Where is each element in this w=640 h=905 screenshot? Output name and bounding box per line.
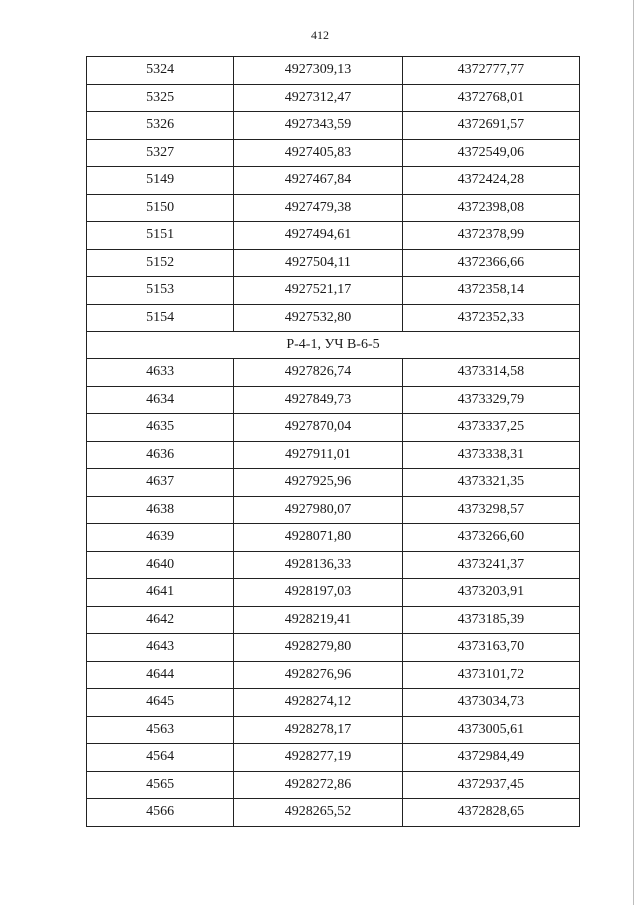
point-number-cell: 5154	[87, 304, 234, 332]
point-number-cell: 4634	[87, 386, 234, 414]
point-number-cell: 4639	[87, 524, 234, 552]
y-coordinate-cell: 4372366,66	[402, 249, 579, 277]
coordinates-table-body	[87, 57, 580, 827]
x-coordinate-cell: 4928278,17	[234, 716, 402, 744]
table-row	[87, 689, 580, 717]
y-coordinate-cell: 4373034,73	[402, 689, 579, 717]
table-row	[87, 222, 580, 250]
table-row	[87, 469, 580, 497]
table-row	[87, 771, 580, 799]
coordinates-table	[86, 56, 580, 827]
y-coordinate-cell: 4372937,45	[402, 771, 579, 799]
table-row	[87, 551, 580, 579]
point-number-cell: 4635	[87, 414, 234, 442]
x-coordinate-cell: 4928272,86	[234, 771, 402, 799]
y-coordinate-cell: 4372984,49	[402, 744, 579, 772]
y-coordinate-cell: 4372352,33	[402, 304, 579, 332]
point-number-cell: 4637	[87, 469, 234, 497]
point-number-cell: 4636	[87, 441, 234, 469]
table-row	[87, 634, 580, 662]
point-number-cell: 4633	[87, 359, 234, 387]
x-coordinate-cell: 4927911,01	[234, 441, 402, 469]
scan-edge-line	[633, 0, 634, 905]
point-number-cell: 4644	[87, 661, 234, 689]
x-coordinate-cell: 4927532,80	[234, 304, 402, 332]
y-coordinate-cell: 4373005,61	[402, 716, 579, 744]
x-coordinate-cell: 4927521,17	[234, 277, 402, 305]
y-coordinate-cell: 4373329,79	[402, 386, 579, 414]
point-number-cell: 5149	[87, 167, 234, 195]
section-title: Р-4-1, УЧ В-6-5	[87, 332, 580, 359]
x-coordinate-cell: 4927405,83	[234, 139, 402, 167]
point-number-cell: 4640	[87, 551, 234, 579]
x-coordinate-cell: 4927504,11	[234, 249, 402, 277]
x-coordinate-cell: 4927312,47	[234, 84, 402, 112]
y-coordinate-cell: 4373266,60	[402, 524, 579, 552]
y-coordinate-cell: 4372398,08	[402, 194, 579, 222]
point-number-cell: 5327	[87, 139, 234, 167]
y-coordinate-cell: 4373298,57	[402, 496, 579, 524]
point-number-cell: 4565	[87, 771, 234, 799]
y-coordinate-cell: 4373101,72	[402, 661, 579, 689]
x-coordinate-cell: 4928277,19	[234, 744, 402, 772]
table-row	[87, 441, 580, 469]
point-number-cell: 4638	[87, 496, 234, 524]
table-row	[87, 414, 580, 442]
point-number-cell: 4642	[87, 606, 234, 634]
table-row	[87, 799, 580, 827]
y-coordinate-cell: 4373185,39	[402, 606, 579, 634]
point-number-cell: 5325	[87, 84, 234, 112]
table-row	[87, 496, 580, 524]
x-coordinate-cell: 4928136,33	[234, 551, 402, 579]
x-coordinate-cell: 4928071,80	[234, 524, 402, 552]
point-number-cell: 5151	[87, 222, 234, 250]
y-coordinate-cell: 4373338,31	[402, 441, 579, 469]
y-coordinate-cell: 4373314,58	[402, 359, 579, 387]
point-number-cell: 4641	[87, 579, 234, 607]
y-coordinate-cell: 4372358,14	[402, 277, 579, 305]
table-row	[87, 249, 580, 277]
x-coordinate-cell: 4928274,12	[234, 689, 402, 717]
y-coordinate-cell: 4373163,70	[402, 634, 579, 662]
table-row	[87, 139, 580, 167]
y-coordinate-cell: 4373241,37	[402, 551, 579, 579]
x-coordinate-cell: 4928197,03	[234, 579, 402, 607]
y-coordinate-cell: 4373321,35	[402, 469, 579, 497]
point-number-cell: 4643	[87, 634, 234, 662]
point-number-cell: 4645	[87, 689, 234, 717]
x-coordinate-cell: 4927925,96	[234, 469, 402, 497]
y-coordinate-cell: 4372424,28	[402, 167, 579, 195]
point-number-cell: 4563	[87, 716, 234, 744]
y-coordinate-cell: 4373203,91	[402, 579, 579, 607]
x-coordinate-cell: 4928219,41	[234, 606, 402, 634]
table-row	[87, 716, 580, 744]
point-number-cell: 5324	[87, 57, 234, 85]
table-row	[87, 661, 580, 689]
y-coordinate-cell: 4372549,06	[402, 139, 579, 167]
section-header-row	[87, 332, 580, 359]
table-row	[87, 359, 580, 387]
table-row	[87, 57, 580, 85]
x-coordinate-cell: 4927343,59	[234, 112, 402, 140]
point-number-cell: 5150	[87, 194, 234, 222]
table-row	[87, 112, 580, 140]
point-number-cell: 5326	[87, 112, 234, 140]
y-coordinate-cell: 4372828,65	[402, 799, 579, 827]
x-coordinate-cell: 4927309,13	[234, 57, 402, 85]
x-coordinate-cell: 4927870,04	[234, 414, 402, 442]
x-coordinate-cell: 4927849,73	[234, 386, 402, 414]
table-row	[87, 579, 580, 607]
table-row	[87, 304, 580, 332]
point-number-cell: 5153	[87, 277, 234, 305]
x-coordinate-cell: 4928279,80	[234, 634, 402, 662]
x-coordinate-cell: 4927479,38	[234, 194, 402, 222]
table-row	[87, 524, 580, 552]
x-coordinate-cell: 4927980,07	[234, 496, 402, 524]
table-row	[87, 167, 580, 195]
y-coordinate-cell: 4372378,99	[402, 222, 579, 250]
y-coordinate-cell: 4372777,77	[402, 57, 579, 85]
y-coordinate-cell: 4372768,01	[402, 84, 579, 112]
table-row	[87, 386, 580, 414]
table-row	[87, 84, 580, 112]
x-coordinate-cell: 4927494,61	[234, 222, 402, 250]
x-coordinate-cell: 4928265,52	[234, 799, 402, 827]
point-number-cell: 4564	[87, 744, 234, 772]
point-number-cell: 4566	[87, 799, 234, 827]
x-coordinate-cell: 4927826,74	[234, 359, 402, 387]
point-number-cell: 5152	[87, 249, 234, 277]
y-coordinate-cell: 4373337,25	[402, 414, 579, 442]
page-number: 412	[311, 28, 329, 42]
table-row	[87, 194, 580, 222]
y-coordinate-cell: 4372691,57	[402, 112, 579, 140]
table-row	[87, 744, 580, 772]
table-row	[87, 277, 580, 305]
x-coordinate-cell: 4928276,96	[234, 661, 402, 689]
x-coordinate-cell: 4927467,84	[234, 167, 402, 195]
table-row	[87, 606, 580, 634]
